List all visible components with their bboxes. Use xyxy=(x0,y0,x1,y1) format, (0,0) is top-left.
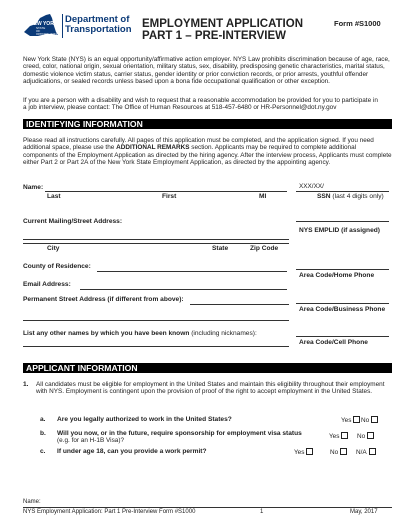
logo-dept-line2: Transportation xyxy=(65,24,132,35)
item-c-na[interactable]: N/A xyxy=(356,448,376,456)
yes-checkbox[interactable] xyxy=(353,416,360,423)
city-label: City xyxy=(47,245,60,252)
mi-label: MI xyxy=(259,193,267,200)
ssn-prefill: XXX/XX/ xyxy=(299,183,324,190)
cell-phone-label: Area Code/Cell Phone xyxy=(299,339,368,346)
mailing-address-label: Current Mailing/Street Address: xyxy=(23,218,123,225)
form-number: Form #S1000 xyxy=(334,19,381,28)
mailing-address-field[interactable] xyxy=(23,239,289,240)
item-c-text: If under age 18, can you provide a work permit? xyxy=(57,448,207,455)
disability-statement: If you are a person with a disability and wish to request that a reasonable accommodation be provided for you to participate in a job interview, please contact: The Office of Human Resources at 518-457-6480 or HR-Personnel@dot.ny.gov xyxy=(23,97,378,112)
item-a-text: Are you legally authorized to work in the United States? xyxy=(57,416,232,423)
state-label: State xyxy=(212,245,229,252)
home-phone-label: Area Code/Home Phone xyxy=(299,272,375,279)
logo-dept-line1: Department of xyxy=(65,14,130,25)
section-identifying-heading: IDENTIFYING INFORMATION xyxy=(23,119,392,129)
ssn-field[interactable] xyxy=(296,191,389,192)
question-1-text: All candidates must be eligible for employment in the United States and maintain this eligibility throughout their employment with NYS. Employment is contingent upon the provision of proof of the right to accept employment in the United States. xyxy=(36,381,385,396)
first-label: First xyxy=(162,193,177,200)
item-b-text: Will you now, or in the future, require sponsorship for employment visa status xyxy=(57,430,302,437)
item-a-no[interactable]: No xyxy=(361,416,378,424)
section-applicant-heading: APPLICANT INFORMATION xyxy=(23,363,392,373)
no-checkbox[interactable] xyxy=(371,416,378,423)
item-c-yes[interactable]: Yes xyxy=(294,448,313,456)
city-state-zip-field[interactable] xyxy=(23,243,289,244)
email-field[interactable] xyxy=(80,289,287,290)
permanent-address-line2[interactable] xyxy=(23,320,289,321)
item-c-no[interactable]: No xyxy=(330,448,347,456)
county-label: County of Residence: xyxy=(23,263,91,270)
item-a-letter: a. xyxy=(40,416,46,423)
logo-state-text: NEW YORK xyxy=(30,21,58,27)
footer-page-number: 1 xyxy=(260,509,264,515)
business-phone-field[interactable] xyxy=(296,303,389,304)
emplid-field[interactable] xyxy=(296,221,389,222)
footer-form-title: NYS Employment Application: Part 1 Pre-Interview Form #S1000 xyxy=(23,509,196,515)
item-b-yes[interactable]: Yes xyxy=(329,432,348,440)
name-field[interactable] xyxy=(45,191,287,192)
yes-checkbox[interactable] xyxy=(341,432,348,439)
zip-label: Zip Code xyxy=(250,245,279,252)
eeo-statement: New York State (NYS) is an equal opportunity/affirmative action employer. NYS Law prohibits discrimination because of age, race, creed, color, national origin, sexual orientation, military status, sex, disability, predisposing genetic characteristics, marital status, domestic violence victim status, carrier status, gender identity or prior conviction records, or prior arrests, youthful offender adjudications, or sealed records unless based upon a bona fide occupational qualification or other exception. xyxy=(23,56,390,86)
home-phone-field[interactable] xyxy=(296,269,389,270)
no-checkbox[interactable] xyxy=(340,448,347,455)
permanent-address-label: Permanent Street Address (if different from above): xyxy=(23,296,184,303)
permanent-address-field[interactable] xyxy=(190,304,289,305)
na-checkbox[interactable] xyxy=(369,448,376,455)
email-label: Email Address: xyxy=(23,281,71,288)
item-c-letter: c. xyxy=(40,448,46,455)
page-title: EMPLOYMENT APPLICATION xyxy=(142,18,303,30)
business-phone-label: Area Code/Business Phone xyxy=(299,306,386,313)
ssn-label: SSN (last 4 digits only) xyxy=(317,193,384,200)
yes-checkbox[interactable] xyxy=(306,448,313,455)
item-a-yes[interactable]: Yes xyxy=(341,416,360,424)
other-names-label: List any other names by which you have been known (including nicknames): xyxy=(23,330,257,337)
other-names-field[interactable] xyxy=(23,346,289,347)
footer-name-label: Name: xyxy=(23,499,41,505)
item-b-sub: (e.g. for an H-1B Visa)? xyxy=(57,437,125,444)
county-field[interactable] xyxy=(97,271,287,272)
no-checkbox[interactable] xyxy=(367,432,374,439)
item-b-no[interactable]: No xyxy=(357,432,374,440)
last-label: Last xyxy=(47,193,61,200)
nys-logo xyxy=(22,12,132,42)
name-label: Name: xyxy=(23,184,44,191)
page-subtitle: PART 1 – PRE-INTERVIEW xyxy=(142,30,286,42)
question-1-number: 1. xyxy=(23,381,29,388)
logo-divider xyxy=(62,14,63,38)
item-b-letter: b. xyxy=(40,430,46,437)
instructions: Please read all instructions carefully. All pages of this application must be completed, and the application signed. If you need additional space, please use the ADDITIONAL REMARKS section. Applicants may be required to complete additional components of the Employment Application as directed by the hiring agency. After the interview process, Applicants must complete either Part 2 or Part 2A of the New York State Employment Application, as directed by the appointing agency. xyxy=(23,137,392,167)
footer-date: May, 2017 xyxy=(350,509,378,515)
emplid-label: NYS EMPLID (if assigned) xyxy=(299,227,380,234)
footer-rule xyxy=(23,507,392,508)
logo-state-sub: STATE OF OPPORTUNITY xyxy=(36,26,58,36)
cell-phone-field[interactable] xyxy=(296,336,389,337)
